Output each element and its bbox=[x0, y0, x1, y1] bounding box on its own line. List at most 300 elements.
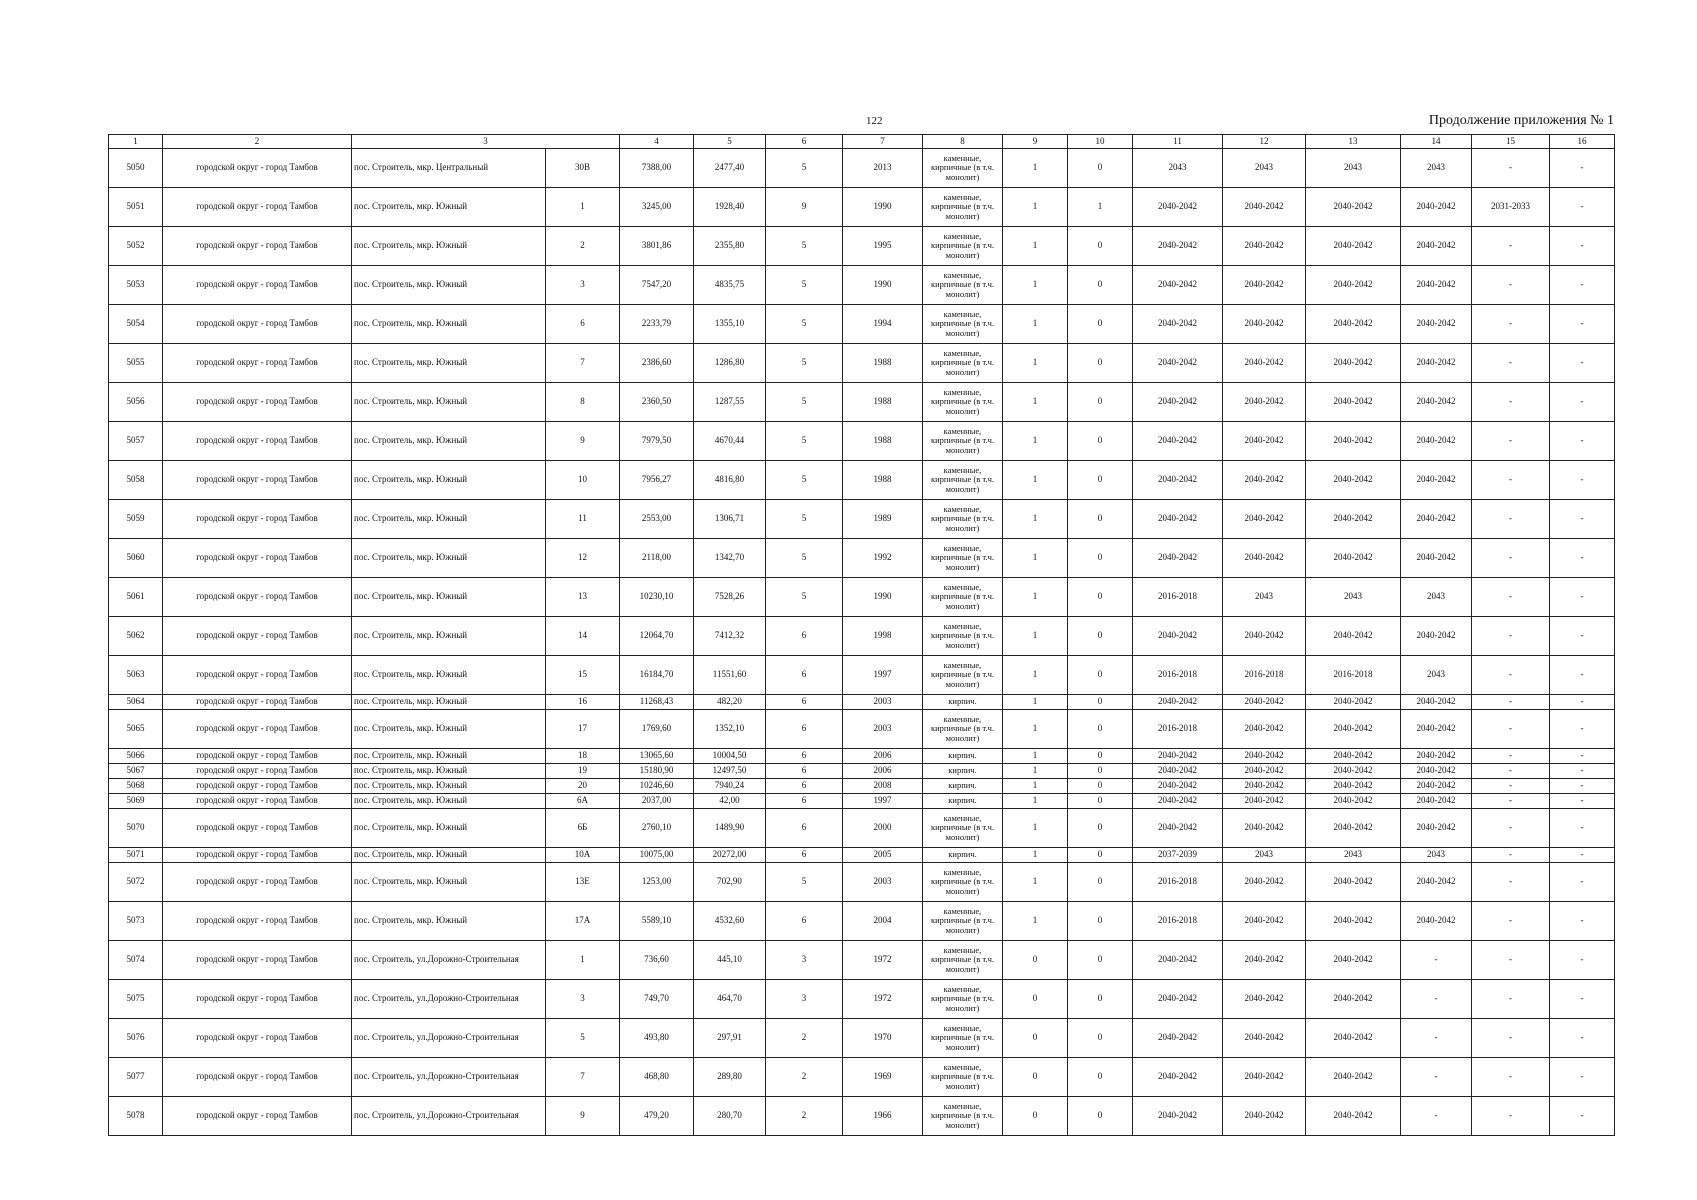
address-cell: пос. Строитель, мкр. Южный bbox=[352, 227, 546, 266]
col11-cell: 2040-2042 bbox=[1133, 500, 1223, 539]
col9-cell: 0 bbox=[1003, 980, 1068, 1019]
row-id-cell: 5064 bbox=[109, 695, 163, 710]
col16-cell: - bbox=[1550, 710, 1615, 749]
district-cell: городской округ - город Тамбов bbox=[163, 941, 352, 980]
table-row bbox=[109, 422, 1615, 461]
col9-cell: 1 bbox=[1003, 461, 1068, 500]
floors-cell: 5 bbox=[766, 344, 843, 383]
house-number-cell: 17 bbox=[546, 710, 620, 749]
col10-cell: 0 bbox=[1068, 1019, 1133, 1058]
col4-cell: 1769,60 bbox=[620, 710, 694, 749]
year-cell: 1972 bbox=[843, 980, 923, 1019]
col4-cell: 2118,00 bbox=[620, 539, 694, 578]
material-cell: каменные, кирпичные (в т.ч. монолит) bbox=[923, 578, 1003, 617]
row-id-cell: 5066 bbox=[109, 749, 163, 764]
floors-cell: 2 bbox=[766, 1058, 843, 1097]
col13-cell: 2040-2042 bbox=[1306, 941, 1401, 980]
col10-cell: 0 bbox=[1068, 1058, 1133, 1097]
row-id-cell: 5051 bbox=[109, 188, 163, 227]
floors-cell: 3 bbox=[766, 941, 843, 980]
year-cell: 1969 bbox=[843, 1058, 923, 1097]
table-row bbox=[109, 188, 1615, 227]
material-cell: каменные, кирпичные (в т.ч. монолит) bbox=[923, 188, 1003, 227]
header-cell-11: 11 bbox=[1133, 135, 1223, 149]
col5-cell: 1306,71 bbox=[694, 500, 766, 539]
col10-cell: 0 bbox=[1068, 227, 1133, 266]
appendix-title: Продолжение приложения № 1 bbox=[1428, 113, 1614, 128]
col14-cell: 2040-2042 bbox=[1401, 227, 1472, 266]
col12-cell: 2040-2042 bbox=[1223, 695, 1306, 710]
col16-cell: - bbox=[1550, 539, 1615, 578]
district-cell: городской округ - город Тамбов bbox=[163, 422, 352, 461]
floors-cell: 6 bbox=[766, 779, 843, 794]
col5-cell: 4670,44 bbox=[694, 422, 766, 461]
district-cell: городской округ - город Тамбов bbox=[163, 383, 352, 422]
col14-cell: 2043 bbox=[1401, 578, 1472, 617]
header-cell-3: 3 bbox=[352, 135, 620, 149]
col10-cell: 0 bbox=[1068, 266, 1133, 305]
house-number-cell: 11 bbox=[546, 500, 620, 539]
col11-cell: 2040-2042 bbox=[1133, 1097, 1223, 1136]
col5-cell: 1286,80 bbox=[694, 344, 766, 383]
address-cell: пос. Строитель, мкр. Южный bbox=[352, 617, 546, 656]
row-id-cell: 5050 bbox=[109, 149, 163, 188]
col12-cell: 2040-2042 bbox=[1223, 1058, 1306, 1097]
col11-cell: 2040-2042 bbox=[1133, 461, 1223, 500]
address-cell: пос. Строитель, мкр. Южный bbox=[352, 848, 546, 863]
col10-cell: 0 bbox=[1068, 779, 1133, 794]
col5-cell: 1287,55 bbox=[694, 383, 766, 422]
col12-cell: 2040-2042 bbox=[1223, 710, 1306, 749]
col12-cell: 2040-2042 bbox=[1223, 794, 1306, 809]
col4-cell: 1253,00 bbox=[620, 863, 694, 902]
col15-cell: - bbox=[1472, 941, 1550, 980]
col4-cell: 7388,00 bbox=[620, 149, 694, 188]
col4-cell: 2760,10 bbox=[620, 809, 694, 848]
year-cell: 2003 bbox=[843, 695, 923, 710]
material-cell: каменные, кирпичные (в т.ч. монолит) bbox=[923, 710, 1003, 749]
material-cell: каменные, кирпичные (в т.ч. монолит) bbox=[923, 1097, 1003, 1136]
district-cell: городской округ - город Тамбов bbox=[163, 578, 352, 617]
table-row bbox=[109, 227, 1615, 266]
floors-cell: 5 bbox=[766, 461, 843, 500]
col5-cell: 280,70 bbox=[694, 1097, 766, 1136]
col15-cell: - bbox=[1472, 383, 1550, 422]
material-cell: каменные, кирпичные (в т.ч. монолит) bbox=[923, 461, 1003, 500]
house-number-cell: 9 bbox=[546, 422, 620, 461]
district-cell: городской округ - город Тамбов bbox=[163, 266, 352, 305]
col11-cell: 2037-2039 bbox=[1133, 848, 1223, 863]
col5-cell: 289,80 bbox=[694, 1058, 766, 1097]
address-cell: пос. Строитель, мкр. Южный bbox=[352, 695, 546, 710]
floors-cell: 5 bbox=[766, 863, 843, 902]
row-id-cell: 5062 bbox=[109, 617, 163, 656]
col10-cell: 0 bbox=[1068, 710, 1133, 749]
material-cell: каменные, кирпичные (в т.ч. монолит) bbox=[923, 227, 1003, 266]
col15-cell: - bbox=[1472, 344, 1550, 383]
col10-cell: 0 bbox=[1068, 980, 1133, 1019]
col15-cell: - bbox=[1472, 848, 1550, 863]
house-number-cell: 10 bbox=[546, 461, 620, 500]
col11-cell: 2040-2042 bbox=[1133, 980, 1223, 1019]
col5-cell: 297,91 bbox=[694, 1019, 766, 1058]
district-cell: городской округ - город Тамбов bbox=[163, 617, 352, 656]
col11-cell: 2040-2042 bbox=[1133, 1058, 1223, 1097]
table-body bbox=[109, 149, 1615, 1136]
col10-cell: 0 bbox=[1068, 941, 1133, 980]
material-cell: каменные, кирпичные (в т.ч. монолит) bbox=[923, 617, 1003, 656]
col11-cell: 2016-2018 bbox=[1133, 656, 1223, 695]
col10-cell: 0 bbox=[1068, 749, 1133, 764]
district-cell: городской округ - город Тамбов bbox=[163, 749, 352, 764]
house-number-cell: 10А bbox=[546, 848, 620, 863]
col4-cell: 10075,00 bbox=[620, 848, 694, 863]
district-cell: городской округ - город Тамбов bbox=[163, 980, 352, 1019]
row-id-cell: 5063 bbox=[109, 656, 163, 695]
address-cell: пос. Строитель, мкр. Южный bbox=[352, 764, 546, 779]
col11-cell: 2040-2042 bbox=[1133, 383, 1223, 422]
address-cell: пос. Строитель, мкр. Южный bbox=[352, 188, 546, 227]
col9-cell: 1 bbox=[1003, 305, 1068, 344]
table-row bbox=[109, 149, 1615, 188]
col5-cell: 7940,24 bbox=[694, 779, 766, 794]
col14-cell: 2040-2042 bbox=[1401, 617, 1472, 656]
col12-cell: 2040-2042 bbox=[1223, 617, 1306, 656]
header-cell-14: 14 bbox=[1401, 135, 1472, 149]
col10-cell: 0 bbox=[1068, 344, 1133, 383]
col16-cell: - bbox=[1550, 848, 1615, 863]
house-number-cell: 14 bbox=[546, 617, 620, 656]
table-row bbox=[109, 305, 1615, 344]
header-cell-8: 8 bbox=[923, 135, 1003, 149]
col11-cell: 2040-2042 bbox=[1133, 1019, 1223, 1058]
row-id-cell: 5071 bbox=[109, 848, 163, 863]
col16-cell: - bbox=[1550, 305, 1615, 344]
col11-cell: 2016-2018 bbox=[1133, 863, 1223, 902]
col5-cell: 20272,00 bbox=[694, 848, 766, 863]
floors-cell: 3 bbox=[766, 980, 843, 1019]
col16-cell: - bbox=[1550, 149, 1615, 188]
floors-cell: 2 bbox=[766, 1097, 843, 1136]
col4-cell: 11268,43 bbox=[620, 695, 694, 710]
col10-cell: 0 bbox=[1068, 1097, 1133, 1136]
col13-cell: 2040-2042 bbox=[1306, 461, 1401, 500]
col5-cell: 2355,80 bbox=[694, 227, 766, 266]
header-cell-7: 7 bbox=[843, 135, 923, 149]
col14-cell: 2040-2042 bbox=[1401, 461, 1472, 500]
col14-cell: 2040-2042 bbox=[1401, 383, 1472, 422]
year-cell: 1988 bbox=[843, 461, 923, 500]
address-cell: пос. Строитель, ул.Дорожно-Строительная bbox=[352, 1019, 546, 1058]
header-cell-10: 10 bbox=[1068, 135, 1133, 149]
material-cell: каменные, кирпичные (в т.ч. монолит) bbox=[923, 863, 1003, 902]
house-number-cell: 7 bbox=[546, 1058, 620, 1097]
row-id-cell: 5060 bbox=[109, 539, 163, 578]
col10-cell: 0 bbox=[1068, 695, 1133, 710]
col5-cell: 1489,90 bbox=[694, 809, 766, 848]
district-cell: городской округ - город Тамбов bbox=[163, 1058, 352, 1097]
col12-cell: 2040-2042 bbox=[1223, 227, 1306, 266]
col15-cell: - bbox=[1472, 764, 1550, 779]
col13-cell: 2040-2042 bbox=[1306, 266, 1401, 305]
col11-cell: 2040-2042 bbox=[1133, 188, 1223, 227]
row-id-cell: 5054 bbox=[109, 305, 163, 344]
col13-cell: 2043 bbox=[1306, 149, 1401, 188]
col14-cell: - bbox=[1401, 1058, 1472, 1097]
col13-cell: 2040-2042 bbox=[1306, 695, 1401, 710]
col16-cell: - bbox=[1550, 863, 1615, 902]
col10-cell: 0 bbox=[1068, 848, 1133, 863]
col10-cell: 0 bbox=[1068, 422, 1133, 461]
material-cell: каменные, кирпичные (в т.ч. монолит) bbox=[923, 266, 1003, 305]
year-cell: 2006 bbox=[843, 764, 923, 779]
col12-cell: 2043 bbox=[1223, 848, 1306, 863]
table-row bbox=[109, 848, 1615, 863]
col9-cell: 1 bbox=[1003, 227, 1068, 266]
material-cell: кирпич. bbox=[923, 749, 1003, 764]
year-cell: 2006 bbox=[843, 749, 923, 764]
district-cell: городской округ - город Тамбов bbox=[163, 764, 352, 779]
col10-cell: 0 bbox=[1068, 794, 1133, 809]
col14-cell: 2043 bbox=[1401, 848, 1472, 863]
table-row bbox=[109, 764, 1615, 779]
header-cell-15: 15 bbox=[1472, 135, 1550, 149]
floors-cell: 5 bbox=[766, 266, 843, 305]
col4-cell: 479,20 bbox=[620, 1097, 694, 1136]
house-number-cell: 30В bbox=[546, 149, 620, 188]
page-number: 122 bbox=[866, 115, 883, 127]
col12-cell: 2040-2042 bbox=[1223, 305, 1306, 344]
address-cell: пос. Строитель, мкр. Южный bbox=[352, 539, 546, 578]
address-cell: пос. Строитель, мкр. Южный bbox=[352, 710, 546, 749]
col14-cell: 2040-2042 bbox=[1401, 863, 1472, 902]
row-id-cell: 5073 bbox=[109, 902, 163, 941]
year-cell: 2003 bbox=[843, 863, 923, 902]
district-cell: городской округ - город Тамбов bbox=[163, 656, 352, 695]
year-cell: 1997 bbox=[843, 794, 923, 809]
col14-cell: - bbox=[1401, 1097, 1472, 1136]
col15-cell: - bbox=[1472, 578, 1550, 617]
col13-cell: 2040-2042 bbox=[1306, 227, 1401, 266]
col16-cell: - bbox=[1550, 578, 1615, 617]
col10-cell: 0 bbox=[1068, 809, 1133, 848]
col14-cell: - bbox=[1401, 941, 1472, 980]
header-cell-5: 5 bbox=[694, 135, 766, 149]
col5-cell: 1342,70 bbox=[694, 539, 766, 578]
col12-cell: 2040-2042 bbox=[1223, 809, 1306, 848]
col11-cell: 2040-2042 bbox=[1133, 305, 1223, 344]
district-cell: городской округ - город Тамбов bbox=[163, 344, 352, 383]
address-cell: пос. Строитель, мкр. Южный bbox=[352, 863, 546, 902]
col12-cell: 2040-2042 bbox=[1223, 383, 1306, 422]
district-cell: городской округ - город Тамбов bbox=[163, 809, 352, 848]
address-cell: пос. Строитель, мкр. Южный bbox=[352, 461, 546, 500]
row-id-cell: 5072 bbox=[109, 863, 163, 902]
district-cell: городской округ - город Тамбов bbox=[163, 794, 352, 809]
col16-cell: - bbox=[1550, 980, 1615, 1019]
col11-cell: 2040-2042 bbox=[1133, 764, 1223, 779]
row-id-cell: 5068 bbox=[109, 779, 163, 794]
district-cell: городской округ - город Тамбов bbox=[163, 1019, 352, 1058]
year-cell: 1992 bbox=[843, 539, 923, 578]
table-row bbox=[109, 794, 1615, 809]
row-id-cell: 5057 bbox=[109, 422, 163, 461]
row-id-cell: 5070 bbox=[109, 809, 163, 848]
col5-cell: 2477,40 bbox=[694, 149, 766, 188]
address-cell: пос. Строитель, мкр. Южный bbox=[352, 500, 546, 539]
table-row bbox=[109, 266, 1615, 305]
col4-cell: 2386,60 bbox=[620, 344, 694, 383]
row-id-cell: 5076 bbox=[109, 1019, 163, 1058]
col15-cell: - bbox=[1472, 902, 1550, 941]
material-cell: кирпич. bbox=[923, 779, 1003, 794]
col5-cell: 4835,75 bbox=[694, 266, 766, 305]
col14-cell: 2040-2042 bbox=[1401, 749, 1472, 764]
col14-cell: 2040-2042 bbox=[1401, 809, 1472, 848]
col13-cell: 2040-2042 bbox=[1306, 902, 1401, 941]
col4-cell: 2553,00 bbox=[620, 500, 694, 539]
col16-cell: - bbox=[1550, 422, 1615, 461]
floors-cell: 5 bbox=[766, 305, 843, 344]
col15-cell: - bbox=[1472, 1019, 1550, 1058]
row-id-cell: 5058 bbox=[109, 461, 163, 500]
district-cell: городской округ - город Тамбов bbox=[163, 863, 352, 902]
year-cell: 1989 bbox=[843, 500, 923, 539]
district-cell: городской округ - город Тамбов bbox=[163, 227, 352, 266]
material-cell: каменные, кирпичные (в т.ч. монолит) bbox=[923, 305, 1003, 344]
col5-cell: 12497,50 bbox=[694, 764, 766, 779]
col10-cell: 0 bbox=[1068, 383, 1133, 422]
table-row bbox=[109, 617, 1615, 656]
row-id-cell: 5059 bbox=[109, 500, 163, 539]
floors-cell: 5 bbox=[766, 500, 843, 539]
col5-cell: 482,20 bbox=[694, 695, 766, 710]
row-id-cell: 5065 bbox=[109, 710, 163, 749]
district-cell: городской округ - город Тамбов bbox=[163, 710, 352, 749]
floors-cell: 2 bbox=[766, 1019, 843, 1058]
district-cell: городской округ - город Тамбов bbox=[163, 539, 352, 578]
table-row bbox=[109, 749, 1615, 764]
col14-cell: 2040-2042 bbox=[1401, 344, 1472, 383]
col5-cell: 702,90 bbox=[694, 863, 766, 902]
col10-cell: 0 bbox=[1068, 764, 1133, 779]
address-cell: пос. Строитель, мкр. Южный bbox=[352, 266, 546, 305]
col5-cell: 42,00 bbox=[694, 794, 766, 809]
house-number-cell: 9 bbox=[546, 1097, 620, 1136]
col9-cell: 1 bbox=[1003, 344, 1068, 383]
col4-cell: 736,60 bbox=[620, 941, 694, 980]
material-cell: каменные, кирпичные (в т.ч. монолит) bbox=[923, 941, 1003, 980]
address-cell: пос. Строитель, мкр. Южный bbox=[352, 383, 546, 422]
col16-cell: - bbox=[1550, 383, 1615, 422]
header-cell-9: 9 bbox=[1003, 135, 1068, 149]
year-cell: 1988 bbox=[843, 422, 923, 461]
col12-cell: 2040-2042 bbox=[1223, 779, 1306, 794]
col4-cell: 10246,60 bbox=[620, 779, 694, 794]
col4-cell: 7979,50 bbox=[620, 422, 694, 461]
col14-cell: 2040-2042 bbox=[1401, 695, 1472, 710]
col12-cell: 2040-2042 bbox=[1223, 500, 1306, 539]
col10-cell: 0 bbox=[1068, 656, 1133, 695]
col5-cell: 7528,26 bbox=[694, 578, 766, 617]
house-number-cell: 6Б bbox=[546, 809, 620, 848]
col12-cell: 2040-2042 bbox=[1223, 1097, 1306, 1136]
col14-cell: 2040-2042 bbox=[1401, 779, 1472, 794]
col14-cell: 2040-2042 bbox=[1401, 764, 1472, 779]
district-cell: городской округ - город Тамбов bbox=[163, 779, 352, 794]
col9-cell: 1 bbox=[1003, 779, 1068, 794]
col16-cell: - bbox=[1550, 617, 1615, 656]
col11-cell: 2040-2042 bbox=[1133, 941, 1223, 980]
table-row bbox=[109, 1058, 1615, 1097]
col15-cell: - bbox=[1472, 461, 1550, 500]
col15-cell: - bbox=[1472, 500, 1550, 539]
material-cell: кирпич. bbox=[923, 764, 1003, 779]
col12-cell: 2040-2042 bbox=[1223, 980, 1306, 1019]
address-cell: пос. Строитель, мкр. Южный bbox=[352, 578, 546, 617]
col13-cell: 2040-2042 bbox=[1306, 764, 1401, 779]
col13-cell: 2040-2042 bbox=[1306, 749, 1401, 764]
col16-cell: - bbox=[1550, 266, 1615, 305]
floors-cell: 6 bbox=[766, 794, 843, 809]
col11-cell: 2040-2042 bbox=[1133, 749, 1223, 764]
floors-cell: 9 bbox=[766, 188, 843, 227]
col15-cell: - bbox=[1472, 266, 1550, 305]
material-cell: кирпич. bbox=[923, 794, 1003, 809]
table-row bbox=[109, 578, 1615, 617]
col14-cell: 2040-2042 bbox=[1401, 422, 1472, 461]
header-cell-13: 13 bbox=[1306, 135, 1401, 149]
col5-cell: 11551,60 bbox=[694, 656, 766, 695]
col16-cell: - bbox=[1550, 461, 1615, 500]
material-cell: кирпич. bbox=[923, 848, 1003, 863]
district-cell: городской округ - город Тамбов bbox=[163, 305, 352, 344]
col5-cell: 1928,40 bbox=[694, 188, 766, 227]
header-cell-6: 6 bbox=[766, 135, 843, 149]
address-cell: пос. Строитель, мкр. Южный bbox=[352, 902, 546, 941]
col15-cell: 2031-2033 bbox=[1472, 188, 1550, 227]
col9-cell: 1 bbox=[1003, 617, 1068, 656]
row-id-cell: 5074 bbox=[109, 941, 163, 980]
year-cell: 1994 bbox=[843, 305, 923, 344]
col4-cell: 5589,10 bbox=[620, 902, 694, 941]
material-cell: каменные, кирпичные (в т.ч. монолит) bbox=[923, 422, 1003, 461]
col11-cell: 2040-2042 bbox=[1133, 794, 1223, 809]
year-cell: 1997 bbox=[843, 656, 923, 695]
col16-cell: - bbox=[1550, 344, 1615, 383]
col9-cell: 1 bbox=[1003, 794, 1068, 809]
district-cell: городской округ - город Тамбов bbox=[163, 695, 352, 710]
table-row bbox=[109, 980, 1615, 1019]
table-row bbox=[109, 461, 1615, 500]
house-number-cell: 6 bbox=[546, 305, 620, 344]
col10-cell: 0 bbox=[1068, 461, 1133, 500]
col14-cell: 2043 bbox=[1401, 149, 1472, 188]
col10-cell: 0 bbox=[1068, 617, 1133, 656]
table-row bbox=[109, 656, 1615, 695]
col12-cell: 2016-2018 bbox=[1223, 656, 1306, 695]
table-row bbox=[109, 500, 1615, 539]
year-cell: 2008 bbox=[843, 779, 923, 794]
row-id-cell: 5052 bbox=[109, 227, 163, 266]
header-cell-16: 16 bbox=[1550, 135, 1615, 149]
col10-cell: 0 bbox=[1068, 863, 1133, 902]
material-cell: каменные, кирпичные (в т.ч. монолит) bbox=[923, 539, 1003, 578]
header-cell-1: 1 bbox=[109, 135, 163, 149]
col4-cell: 13065,60 bbox=[620, 749, 694, 764]
col10-cell: 0 bbox=[1068, 500, 1133, 539]
col10-cell: 0 bbox=[1068, 578, 1133, 617]
